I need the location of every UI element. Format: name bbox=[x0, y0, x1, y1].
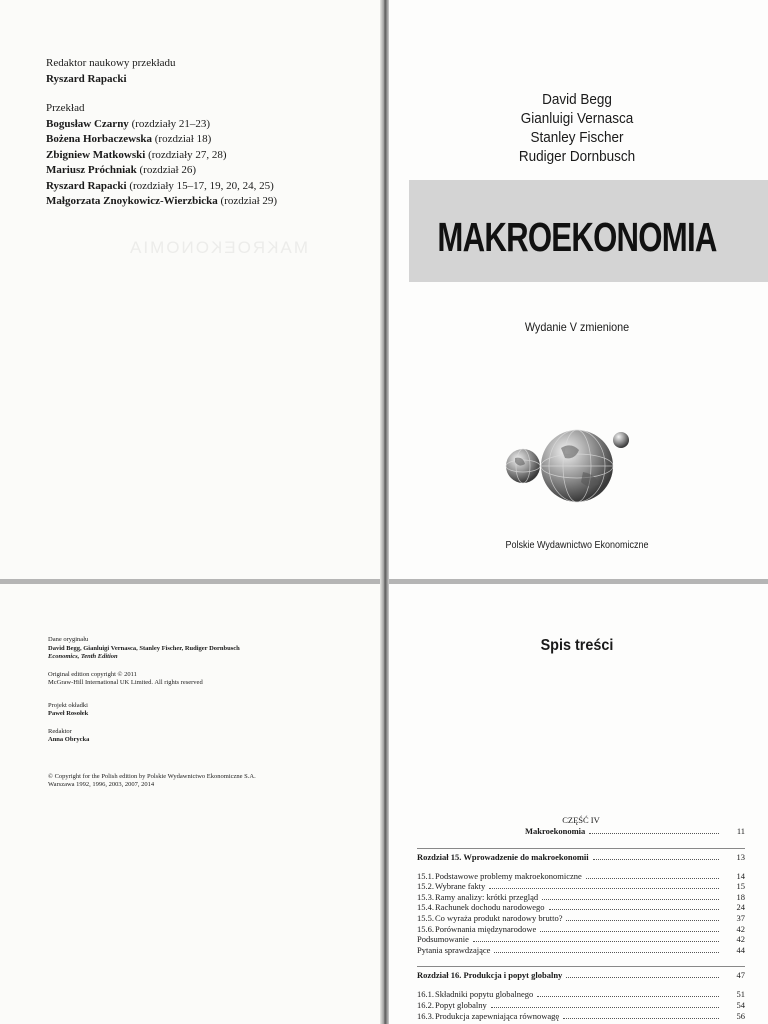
original-copyright: Original edition copyright © 2011 bbox=[48, 670, 137, 678]
toc-section-row: 15.3. Ramy analizy: krótki przegląd 18 bbox=[417, 891, 745, 902]
translator-line: Bożena Horbaczewska (rozdział 18) bbox=[46, 133, 212, 145]
author-name: David Begg bbox=[542, 91, 612, 108]
cover-designer-label: Projekt okładki bbox=[48, 701, 88, 709]
toc-section-row: Podsumowanie 42 bbox=[417, 934, 745, 945]
original-authors: David Begg, Gianluigi Vernasca, Stanley Fischer, Rudiger Dornbusch bbox=[48, 644, 240, 652]
editor-name: Anna Obrycka bbox=[48, 736, 90, 743]
globes-illustration bbox=[499, 426, 639, 516]
translator-line: Małgorzata Znoykowicz-Wierzbicka (rozdział 29) bbox=[46, 195, 278, 207]
contents-heading: Spis treści bbox=[540, 637, 614, 654]
original-title: Economics, Tenth Edition bbox=[48, 653, 118, 660]
polish-copyright: © Copyright for the Polish edition by Polskie Wydawnictwo Ekonomiczne S.A. bbox=[48, 772, 256, 780]
toc-section-row: 16.1. Składniki popytu globalnego 51 bbox=[417, 989, 745, 1000]
original-rights: McGraw-Hill International UK Limited. All rights reserved bbox=[48, 679, 203, 686]
cover-designer-name: Paweł Rosołek bbox=[48, 710, 89, 717]
author-name: Rudiger Dornbusch bbox=[518, 148, 636, 165]
translator-line: Zbigniew Matkowski (rozdziały 27, 28) bbox=[46, 148, 227, 161]
toc-section-row: 15.1. Podstawowe problemy makroekonomiczne 14 bbox=[417, 870, 745, 881]
tiny-globe bbox=[613, 432, 629, 448]
translator-line: Mariusz Próchniak (rozdział 26) bbox=[46, 164, 196, 176]
credits-page bbox=[0, 0, 384, 580]
toc-part-row: Makroekonomia 11 bbox=[525, 826, 745, 836]
part-label: CZĘŚĆ IV bbox=[562, 815, 600, 825]
toc-section-row: 15.5. Co wyraża produkt narodowy brutto? 37 bbox=[417, 912, 745, 923]
title-page bbox=[384, 0, 768, 580]
editor-name: Ryszard Rapacki bbox=[46, 72, 127, 85]
toc-chapter-row: Rozdział 16. Produkcja i popyt globalny 47 bbox=[417, 966, 745, 981]
editor-label: Redaktor bbox=[48, 727, 72, 735]
translation-label: Przekład bbox=[46, 102, 85, 114]
show-through-title: MAKROEKONOMIA bbox=[128, 238, 308, 257]
credits-block bbox=[46, 56, 277, 224]
author-list bbox=[404, 90, 750, 166]
original-label: Dane oryginału bbox=[48, 636, 89, 643]
book-title: MAKROEKONOMIA bbox=[437, 214, 717, 260]
toc-section-row: 15.6. Porównania międzynarodowe 42 bbox=[417, 923, 745, 934]
translator-line: Ryszard Rapacki (rozdziały 15–17, 19, 20, 24, 25) bbox=[46, 179, 274, 192]
publisher-name: Polskie Wydawnictwo Ekonomiczne bbox=[505, 540, 649, 551]
toc-section-row: 16.2. Popyt globalny 54 bbox=[417, 999, 745, 1010]
author-name: Gianluigi Vernasca bbox=[520, 110, 634, 127]
book-spine-gutter bbox=[380, 0, 389, 1024]
toc-section-row: 15.4. Rachunek dochodu narodowego 24 bbox=[417, 902, 745, 913]
polish-years: Warszawa 1992, 1996, 2003, 2007, 2014 bbox=[48, 781, 155, 788]
translator-line: Bogusław Czarny (rozdziały 21–23) bbox=[46, 117, 211, 130]
contents-page bbox=[384, 583, 768, 1024]
table-of-contents bbox=[417, 815, 745, 1021]
editor-label: Redaktor naukowy przekładu bbox=[46, 57, 176, 69]
toc-section-row: Pytania sprawdzające 44 bbox=[417, 944, 745, 955]
imprint-block bbox=[48, 636, 256, 799]
edition-label: Wydanie V zmienione bbox=[524, 320, 630, 334]
imprint-page bbox=[0, 583, 384, 1024]
toc-section-row: 16.3. Produkcja zapewniająca równowagę 56 bbox=[417, 1010, 745, 1021]
toc-section-row: 15.2. Wybrane fakty 15 bbox=[417, 881, 745, 892]
toc-chapter-row: Rozdział 15. Wprowadzenie do makroekonomii 13 bbox=[417, 848, 745, 863]
small-globe bbox=[506, 449, 540, 483]
author-name: Stanley Fischer bbox=[530, 129, 624, 146]
